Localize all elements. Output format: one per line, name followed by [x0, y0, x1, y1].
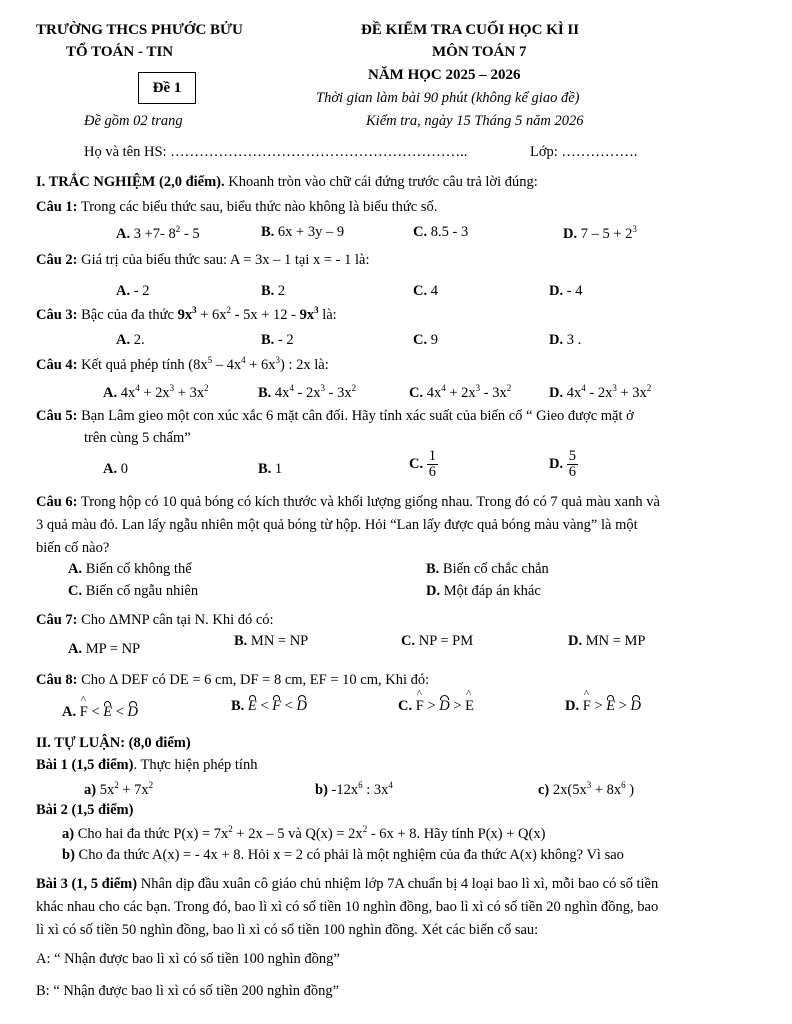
bai1-c: c) $2x(5x^3 + 8x^6$ ): [538, 780, 635, 798]
q7-option-c: [401, 633, 473, 650]
option-letter: B.: [231, 698, 245, 714]
q2-option-b: [261, 283, 285, 300]
option-letter: D.: [565, 698, 580, 714]
exam-code: Đề 1: [152, 79, 182, 96]
page-count: Đề gồm 02 trang: [84, 113, 183, 129]
q1-b-text: 6x + 3y – 9: [277, 224, 345, 240]
q7-d-text: MN = MP: [585, 633, 646, 649]
option-letter: B.: [261, 332, 275, 348]
class-field: Lớp: …………….: [530, 144, 638, 160]
question-2: [36, 252, 370, 269]
bai2-label: Bài 2 (1,5 điểm): [36, 802, 134, 818]
q1-option-d: D. $7 - 5 + 2^3$: [563, 224, 637, 242]
question-7: [36, 612, 274, 629]
q6-line3: biến cố nào?: [36, 540, 110, 556]
q3-c-text: 9: [430, 332, 438, 348]
student-name-field: Họ và tên HS: ……………………………………………………..: [84, 144, 468, 160]
bai3-text: Nhân dịp đầu xuân cô giáo chủ nhiệm lớp 7A chuẩn bị 4 loại bao lì xì, mỗi bao có số tiền: [137, 876, 659, 892]
part1-instruction: Khoanh tròn vào chữ cái đứng trước câu trả lời đúng:: [224, 174, 538, 190]
q4-option-a: A. $4x^4 + 2x^3 + 3x^2$: [103, 383, 209, 401]
q2-option-d: [549, 283, 582, 300]
q8-option-a: A. ^ F < E < D: [62, 704, 138, 721]
bai2-b: [62, 847, 624, 864]
fraction-denominator: 6: [568, 464, 576, 481]
q6-d-text: Một đáp án khác: [443, 583, 541, 599]
question-5: [36, 408, 634, 425]
event-a: A: “ Nhận được bao lì xì có số tiền 100 nghìn đồng”: [36, 951, 340, 967]
option-letter: C.: [413, 224, 428, 240]
option-letter: B.: [234, 633, 248, 649]
q8-text: Cho Δ DEF có DE = 6 cm, DF = 8 cm, EF = 10 cm, Khi đó:: [77, 672, 430, 688]
q3-d-text: 3 .: [566, 332, 582, 348]
duration: Thời gian làm bài 90 phút (không kể giao đề): [316, 90, 580, 106]
option-letter: D.: [568, 633, 583, 649]
part1-title: I. TRẮC NGHIỆM (2,0 điểm).: [36, 174, 225, 190]
q1-text: Trong các biểu thức sau, biểu thức nào không là biểu thức số.: [77, 199, 438, 215]
q1-option-b: [261, 224, 344, 241]
q5-b-text: 1: [274, 461, 283, 477]
item-label: b): [315, 781, 328, 798]
q5-a-text: 0: [120, 461, 128, 477]
bai1-heading: [36, 757, 257, 774]
q3-option-b: [261, 332, 294, 349]
bai3-line3: lì xì có số tiền 50 nghìn đồng, bao lì xì có số tiền 100 nghìn đồng. Xét các biến cố sau:: [36, 922, 539, 938]
option-letter: B.: [258, 384, 272, 401]
q2-d-text: - 4: [566, 283, 583, 299]
option-letter: A.: [103, 384, 118, 401]
option-letter: C.: [413, 332, 428, 348]
bai3-line2: khác nhau cho các bạn. Trong đó, bao lì xì có số tiền 10 nghìn đồng, bao lì xì có số tiền 20 nghìn đồng, bao: [36, 899, 659, 915]
q2-label: Câu 2:: [36, 252, 78, 268]
q5-option-b: [258, 461, 282, 478]
q6-c-text: Biến cố ngẫu nhiên: [85, 583, 199, 599]
option-letter: A.: [103, 461, 118, 477]
fraction-numerator: 1: [428, 448, 436, 464]
item-label: a): [84, 781, 97, 798]
option-letter: B.: [261, 224, 275, 240]
q8-option-d: D. ^ F > E > D: [565, 698, 641, 715]
part1-heading: [36, 174, 538, 191]
q7-option-b: [234, 633, 308, 650]
q3-option-c: [413, 332, 438, 349]
item-label: b): [62, 847, 75, 863]
q7-option-d: [568, 633, 645, 650]
q3-a-text: 2.: [133, 332, 145, 348]
q6-label: Câu 6:: [36, 494, 78, 510]
part2-title: II. TỰ LUẬN: (8,0 điểm): [36, 735, 191, 751]
bai1-text: . Thực hiện phép tính: [133, 757, 258, 773]
school-year: NĂM HỌC 2025 – 2026: [368, 67, 521, 83]
q4-option-b: B. $4x^4 - 2x^3 - 3x^2$: [258, 383, 357, 401]
q2-b-text: 2: [277, 283, 286, 299]
q6-a-text: Biến cố không thể: [85, 561, 192, 577]
item-label: c): [538, 781, 550, 798]
exam-title: ĐỀ KIỂM TRA CUỐI HỌC KÌ II: [361, 22, 580, 38]
option-letter: D.: [426, 583, 441, 599]
q6-option-a: [68, 561, 192, 578]
q1-c-text: 8.5 - 3: [430, 224, 469, 240]
bai1-label: Bài 1 (1,5 điểm): [36, 757, 134, 773]
bai3-line1: [36, 876, 658, 893]
question-1: [36, 199, 437, 216]
event-b: B: “ Nhận được bao lì xì có số tiền 200 nghìn đồng”: [36, 983, 340, 999]
q1-label: Câu 1:: [36, 199, 78, 215]
q6-line1: Trong hộp có 10 quả bóng có kích thước và khối lượng giống nhau. Trong đó có 7 quả màu xanh và: [77, 494, 660, 510]
bai1-a: a) $5x^2 + 7x^2$: [84, 780, 154, 798]
option-letter: A.: [68, 561, 83, 577]
subject: MÔN TOÁN 7: [432, 44, 527, 60]
option-letter: A.: [116, 225, 131, 242]
option-letter: C.: [409, 456, 424, 473]
q7-b-text: MN = NP: [250, 633, 309, 649]
option-letter: D.: [549, 456, 564, 473]
q8-option-b: B. E < F < D: [231, 698, 307, 714]
q6-option-b: [426, 561, 549, 578]
fraction-numerator: 5: [568, 448, 576, 464]
bai1-b: b) $-12x^6$ : $3x^4$: [315, 780, 393, 798]
q5-label: Câu 5:: [36, 408, 78, 424]
q2-option-c: [413, 283, 438, 300]
bai2-a: a) Cho hai đa thức $P(x) = 7x^2 + 2x - 5$ và $Q(x) = 2x^2 - 6x + 8$. Hãy tính P(x) + Q(x): [62, 824, 546, 842]
q8-option-c: C. ^ F > D > ^ E: [398, 698, 474, 715]
option-letter: A.: [68, 641, 83, 657]
option-letter: A.: [116, 332, 131, 348]
q5-text-cont: trên cùng 5 chấm”: [84, 430, 191, 446]
question-8: [36, 672, 429, 689]
q1-option-a: A. 3 +7- $8^2 - 5$: [116, 224, 200, 242]
fraction-denominator: 6: [428, 464, 436, 481]
school-name: TRƯỜNG THCS PHƯỚC BỬU: [36, 22, 243, 38]
q7-a-text: MP = NP: [85, 641, 141, 657]
q1-option-c: [413, 224, 468, 241]
q4-label: Câu 4:: [36, 356, 78, 373]
q7-label: Câu 7:: [36, 612, 78, 628]
q5-d-fraction: [567, 449, 578, 480]
option-letter: C.: [398, 698, 413, 714]
q5-c-fraction: [427, 449, 438, 480]
option-letter: D.: [563, 225, 578, 242]
question-6: [36, 494, 660, 511]
q3-b-text: - 2: [277, 332, 294, 348]
department: TỔ TOÁN - TIN: [66, 44, 174, 60]
option-letter: D.: [549, 283, 564, 299]
option-letter: D.: [549, 384, 564, 401]
question-4: Câu 4: Kết quả phép tính $(8x^5 - 4x^4 + 6x^3)$ : 2x là:: [36, 355, 329, 373]
question-3: Câu 3: Bậc của đa thức $9x^3 + 6x^2 - 5x + 12 - 9x^3$ là:: [36, 305, 337, 323]
option-letter: A.: [116, 283, 131, 299]
exam-code-box: [138, 72, 196, 104]
q2-option-a: [116, 283, 149, 300]
option-letter: B.: [426, 561, 440, 577]
option-letter: C.: [68, 583, 83, 599]
q7-text: Cho ΔMNP cân tại N. Khi đó có:: [77, 612, 274, 628]
q8-label: Câu 8:: [36, 672, 78, 688]
option-letter: C.: [409, 384, 424, 401]
q2-c-text: 4: [430, 283, 438, 299]
option-letter: C.: [401, 633, 416, 649]
q3-option-d: [549, 332, 581, 349]
q4-option-d: D. $4x^4 - 2x^3 + 3x^2$: [549, 383, 652, 401]
q7-option-a: [68, 641, 140, 658]
bai3-label: Bài 3 (1, 5 điểm): [36, 876, 138, 892]
q2-a-text: - 2: [133, 283, 150, 299]
q3-option-a: [116, 332, 145, 349]
q6-option-d: [426, 583, 541, 600]
exam-date: Kiểm tra, ngày 15 Tháng 5 năm 2026: [366, 113, 584, 129]
option-letter: D.: [549, 332, 564, 348]
option-letter: C.: [413, 283, 428, 299]
q5-text: Bạn Lâm gieo một con xúc xắc 6 mặt cân đối. Hãy tính xác suất của biến cố “ Gieo được mặt ở: [77, 408, 634, 424]
q2-text: Giá trị của biểu thức sau: A = 3x – 1 tại x = - 1 là:: [77, 252, 370, 268]
option-letter: B.: [261, 283, 275, 299]
bai2-b-text: Cho đa thức A(x) = - 4x + 8. Hỏi x = 2 có phải là một nghiệm của đa thức A(x) không? Vì sao: [78, 847, 624, 863]
option-letter: A.: [62, 704, 77, 720]
q5-option-c: [409, 449, 438, 480]
q7-c-text: NP = PM: [418, 633, 474, 649]
q6-b-text: Biến cố chắc chắn: [442, 561, 549, 577]
q5-option-a: [103, 461, 128, 478]
q4-option-c: C. $4x^4 + 2x^3 - 3x^2$: [409, 383, 512, 401]
option-letter: B.: [258, 461, 272, 477]
q6-line2: 3 quả màu đỏ. Lan lấy ngẫu nhiên một quả bóng từ hộp. Hỏi “Lan lấy được quả bóng màu vàng” là một: [36, 517, 638, 533]
q5-option-d: [549, 449, 578, 480]
q6-option-c: [68, 583, 198, 600]
q3-label: Câu 3:: [36, 306, 78, 323]
item-label: a): [62, 825, 75, 842]
